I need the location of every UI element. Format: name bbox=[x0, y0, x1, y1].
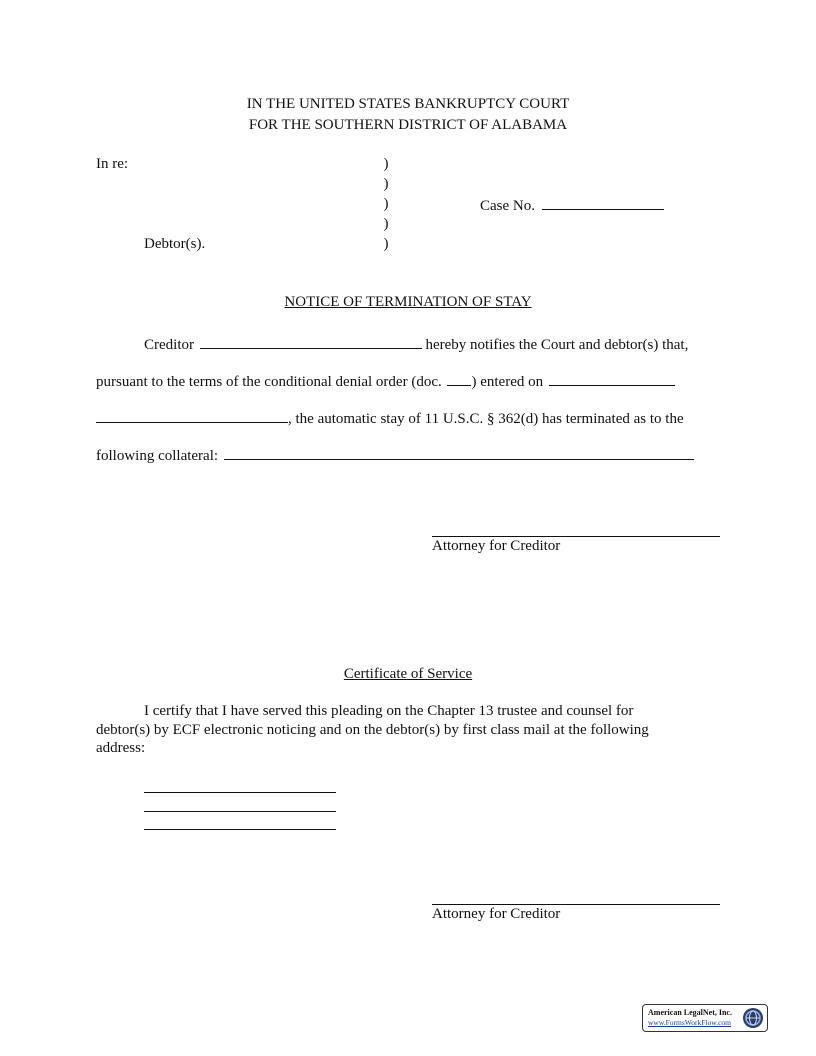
creditor-name-blank[interactable] bbox=[200, 335, 422, 349]
collateral-blank[interactable] bbox=[224, 446, 694, 460]
notice-line-1 bbox=[144, 335, 688, 354]
notice-line-3 bbox=[96, 409, 684, 428]
certificate-text-1: I certify that I have served this pleading on the Chapter 13 trustee and counsel for bbox=[144, 703, 634, 719]
caption-paren: ) bbox=[383, 196, 389, 212]
address-line[interactable] bbox=[144, 792, 336, 793]
certificate-text-3: address: bbox=[96, 740, 146, 756]
attorney-signature-label-2: Attorney for Creditor bbox=[432, 906, 561, 922]
notice-line-4 bbox=[96, 446, 694, 465]
notice-text-3: , the automatic stay of 11 U.S.C. § 362(d) has terminated as to the bbox=[288, 411, 684, 427]
signature-line[interactable] bbox=[432, 904, 720, 905]
court-name: IN THE UNITED STATES BANKRUPTCY COURT bbox=[246, 96, 570, 112]
address-line[interactable] bbox=[144, 811, 336, 812]
caption-paren: ) bbox=[383, 176, 389, 192]
caption-paren: ) bbox=[383, 236, 389, 252]
case-number-label: Case No. bbox=[480, 198, 535, 214]
doc-number-blank[interactable] bbox=[447, 372, 471, 386]
notice-line-2 bbox=[96, 372, 675, 391]
notice-text-2: pursuant to the terms of the conditional denial order (doc. bbox=[96, 374, 442, 390]
collateral-label: following collateral: bbox=[96, 448, 219, 464]
attorney-signature-label: Attorney for Creditor bbox=[432, 538, 561, 554]
certificate-title: Certificate of Service bbox=[343, 666, 473, 682]
globe-icon bbox=[742, 1007, 764, 1029]
case-number-blank[interactable] bbox=[542, 196, 664, 210]
signature-line[interactable] bbox=[432, 536, 720, 537]
case-number-field bbox=[480, 196, 664, 215]
caption-paren: ) bbox=[383, 216, 389, 232]
notice-text-1: hereby notifies the Court and debtor(s) that, bbox=[425, 337, 689, 353]
logo-url[interactable]: www.FormsWorkFlow.com bbox=[648, 1018, 732, 1027]
notice-text-2b: ) entered on bbox=[471, 374, 544, 390]
logo-company: American LegalNet, Inc. bbox=[648, 1008, 732, 1017]
court-district: FOR THE SOUTHERN DISTRICT OF ALABAMA bbox=[248, 117, 568, 133]
footer-logo[interactable] bbox=[642, 1004, 768, 1032]
in-re-label: In re: bbox=[96, 156, 129, 172]
debtors-label: Debtor(s). bbox=[144, 236, 206, 252]
creditor-label: Creditor bbox=[144, 337, 194, 353]
entered-date-blank[interactable] bbox=[549, 372, 675, 386]
entered-date-continued-blank[interactable] bbox=[96, 409, 288, 423]
notice-title: NOTICE OF TERMINATION OF STAY bbox=[284, 294, 532, 310]
address-line[interactable] bbox=[144, 829, 336, 830]
caption-paren: ) bbox=[383, 156, 389, 172]
certificate-text-2: debtor(s) by ECF electronic noticing and on the debtor(s) by first class mail at the following bbox=[96, 722, 649, 738]
